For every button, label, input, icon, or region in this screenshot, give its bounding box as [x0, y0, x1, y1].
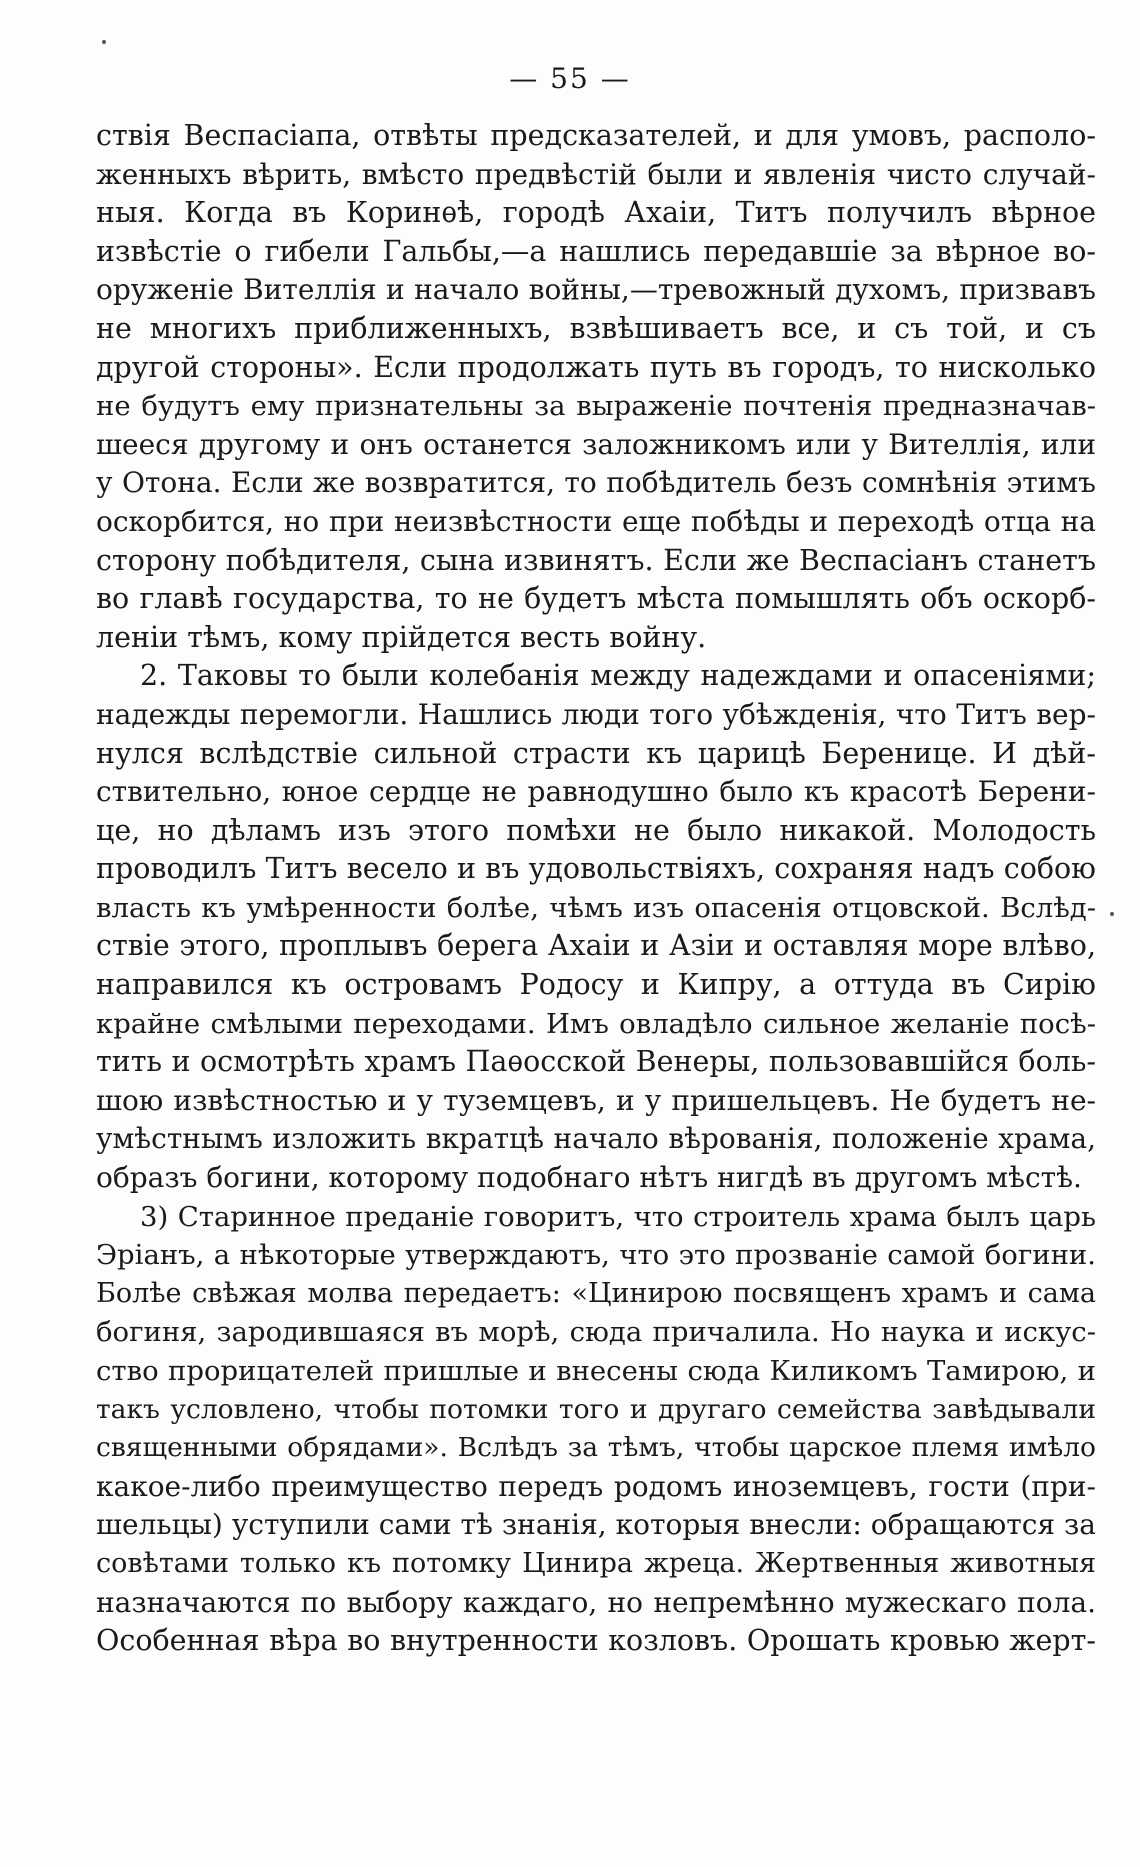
- text-line: леніи тѣмъ, кому прійдется весть войну.: [96, 620, 707, 654]
- text-line: направился къ островамъ Родосу и Кипру, а оттуда въ Сирію: [96, 968, 1096, 1002]
- text-line: совѣтами только къ потомку Цинира жреца. Жертвенныя животныя: [96, 1547, 1096, 1579]
- text-line: оруженіе Вителлія и начало войны,—тревожный духомъ, призвавъ: [96, 273, 1096, 307]
- text-line: надежды перемогли. Нашлись люди того убѣжденія, что Титъ вер-: [96, 697, 1096, 731]
- text-line: Болѣе свѣжая молва передаетъ: «Цинирою посвященъ храмъ и сама: [96, 1277, 1096, 1309]
- text-line: не многихъ приближенныхъ, взвѣшиваетъ все, и съ той, и съ: [96, 311, 1096, 345]
- text-line: це, но дѣламъ изъ этого помѣхи не было никакой. Молодость: [96, 813, 1096, 847]
- text-line: ствительно, юное сердце не равнодушно было къ красотѣ Берени-: [96, 775, 1096, 809]
- text-line: крайне смѣлыми переходами. Имъ овладѣло сильное желаніе посѣ-: [96, 1007, 1096, 1040]
- body-text: [96, 117, 1096, 1661]
- text-line: Эріанъ, а нѣкоторые утверждаютъ, что это прозваніе самой богини.: [96, 1239, 1096, 1272]
- page-number: — 55 —: [509, 62, 631, 95]
- text-line: священными обрядами». Вслѣдъ за тѣмъ, чтобы царское племя имѣло: [96, 1432, 1096, 1464]
- text-line: какое-либо преимущество передъ родомъ иноземцевъ, гости (при-: [96, 1469, 1096, 1503]
- text-line: сторону побѣдителя, сына извинятъ. Если же Веспасіанъ станетъ: [96, 543, 1096, 577]
- print-speck: [102, 40, 106, 44]
- text-line: оскорбится, но при неизвѣстности еще побѣды и переходѣ отца на: [96, 504, 1096, 538]
- text-line: Особенная вѣра во внутренности козловъ. Орошать кровью жерт-: [96, 1624, 1096, 1658]
- paragraph-start: 2. Таковы то были колебанія между надеждами и опасеніями;: [140, 659, 1096, 693]
- text-line: образъ богини, которому подобнаго нѣтъ нигдѣ въ другомъ мѣстѣ.: [96, 1161, 1082, 1195]
- text-line: богиня, зародившаяся въ морѣ, сюда причалила. Но наука и искус-: [96, 1316, 1096, 1349]
- text-line: во главѣ государства, то не будетъ мѣста помышлять объ оскорб-: [96, 582, 1096, 616]
- paragraph-start: 3) Старинное преданіе говоритъ, что строитель храма былъ царь: [140, 1200, 1096, 1233]
- text-line: другой стороны». Если продолжать путь въ городъ, то нисколько: [96, 350, 1096, 384]
- text-line: шельцы) уступили сами тѣ знанія, которыя внесли: обращаются за: [96, 1508, 1096, 1542]
- text-line: проводилъ Титъ весело и въ удовольствіяхъ, сохраняя надъ собою: [96, 852, 1096, 886]
- text-line: тить и осмотрѣть храмъ Паѳосской Венеры, пользовавшійся боль-: [96, 1045, 1096, 1079]
- text-line: такъ условлено, чтобы потомки того и другаго семейства завѣдывали: [96, 1393, 1096, 1425]
- text-line: ныя. Когда въ Коринѳѣ, городѣ Ахаіи, Титъ получилъ вѣрное: [96, 196, 1096, 230]
- text-line: шою извѣстностью и у туземцевъ, и у пришельцевъ. Не будетъ не-: [96, 1083, 1096, 1117]
- text-line: ствія Веспасіапа, отвѣты предсказателей, и для умовъ, располо-: [96, 119, 1096, 152]
- text-line: не будутъ ему признательны за выраженіе почтенія предназначав-: [96, 390, 1096, 423]
- text-line: у Отона. Если же возвратится, то побѣдитель безъ сомнѣнія этимъ: [96, 466, 1096, 500]
- text-line: назначаются по выбору каждаго, но непремѣнно мужескаго пола.: [96, 1585, 1096, 1619]
- text-line: власть къ умѣренности болѣе, чѣмъ изъ опасенія отцовской. Вслѣд-: [96, 891, 1096, 924]
- text-line: ствіе этого, проплывъ берега Ахаіи и Азіи и оставляя море влѣво,: [96, 929, 1096, 963]
- text-line: ство прорицателей пришлые и внесены сюда Киликомъ Тамирою, и: [96, 1355, 1096, 1387]
- text-line: извѣстіе о гибели Гальбы,—а нашлись передавшіе за вѣрное во-: [96, 234, 1096, 268]
- text-line: умѣстнымъ изложить вкратцѣ начало вѣрованія, положеніе храма,: [96, 1122, 1096, 1156]
- text-line: нулся вслѣдствіе сильной страсти къ царицѣ Беренице. И дѣй-: [96, 736, 1096, 770]
- text-line: шееся другому и онъ останется заложникомъ или у Вителлія, или: [96, 427, 1096, 461]
- text-line: женныхъ вѣрить, вмѣсто предвѣстій были и явленія чисто случай-: [96, 157, 1096, 191]
- print-speck: [1110, 912, 1114, 916]
